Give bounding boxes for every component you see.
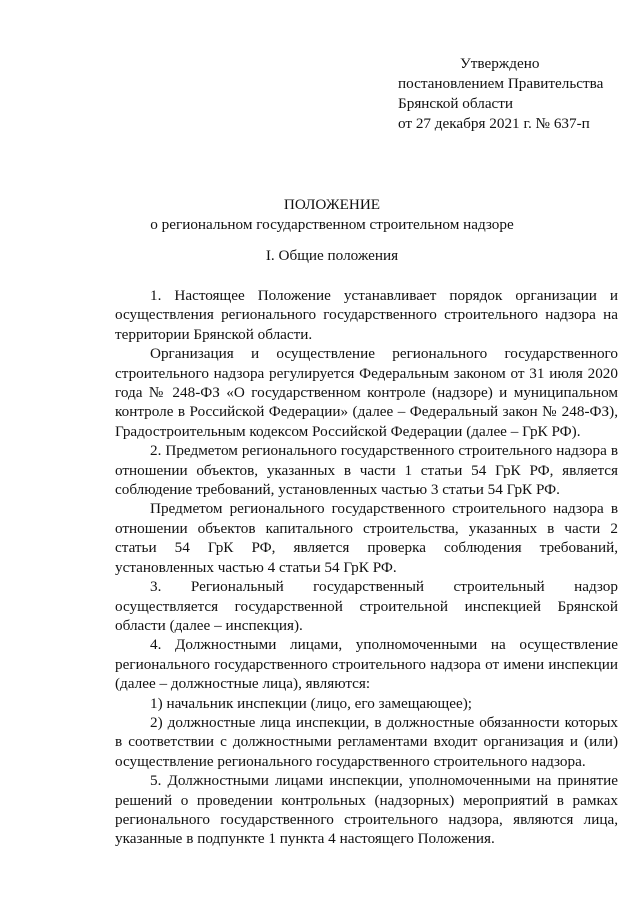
paragraph: 2) должностные лица инспекции, в должностные обязанности которых в соответствии с должностными регламентами входит организация и (или) осуществление регионального государственного строительного надзора. xyxy=(115,713,618,770)
approval-line-region: Брянской области xyxy=(398,95,514,112)
paragraph: 1) начальник инспекции (лицо, его замещающее); xyxy=(150,694,472,712)
approval-line-date-number: от 27 декабря 2021 г. № 637-п xyxy=(398,115,590,132)
section-title: I. Общие положения xyxy=(265,247,399,264)
document-title: ПОЛОЖЕНИЕ xyxy=(283,196,381,213)
paragraph: 2. Предметом регионального государственного строительного надзора в отношении объектов, указанных в части 1 статьи 54 ГрК РФ, является соблюдение требований, установленных частью 3 статьи 54 ГрК РФ. xyxy=(115,442,618,499)
paragraph: Организация и осуществление регионального государственного строительного надзора регулируется Федеральным законом от 31 июля 2020 года № 248-ФЗ «О государственном контроле (надзоре) и муниципальном контроле в Российской Федерации» (далее – Федеральный закон № 248-ФЗ), Градостроительным кодексом Российской Федерации (далее – ГрК РФ). xyxy=(115,345,618,440)
approval-line-approved: Утверждено xyxy=(460,55,540,72)
document-subtitle: о региональном государственном строительном надзоре xyxy=(150,216,514,233)
approval-line-resolution: постановлением Правительства xyxy=(398,75,604,92)
paragraph: 4. Должностными лицами, уполномоченными на осуществление регионального государственного строительного надзора от имени инспекции (далее – должностные лица), являются: xyxy=(115,636,618,693)
document-body xyxy=(115,286,618,849)
paragraph: 1. Настоящее Положение устанавливает порядок организации и осуществления регионального государственного строительного надзора на территории Брянской области. xyxy=(115,287,618,343)
approval-stamp xyxy=(398,54,603,134)
paragraph: 5. Должностными лицами инспекции, уполномоченными на принятие решений о проведении контрольных (надзорных) мероприятий в рамках регионального государственного строительного надзора, являются лица, указанные в подпункте 1 пункта 4 настоящего Положения. xyxy=(115,772,618,848)
paragraph: 3. Региональный государственный строительный надзор осуществляется государственной строительной инспекцией Брянской области (далее – инспекция). xyxy=(115,578,618,634)
paragraph: Предметом регионального государственного строительного надзора в отношении объектов капитального строительства, указанных в части 2 статьи 54 ГрК РФ, является проверка соблюдения требований, установленных частью 4 статьи 54 ГрК РФ. xyxy=(115,500,618,576)
